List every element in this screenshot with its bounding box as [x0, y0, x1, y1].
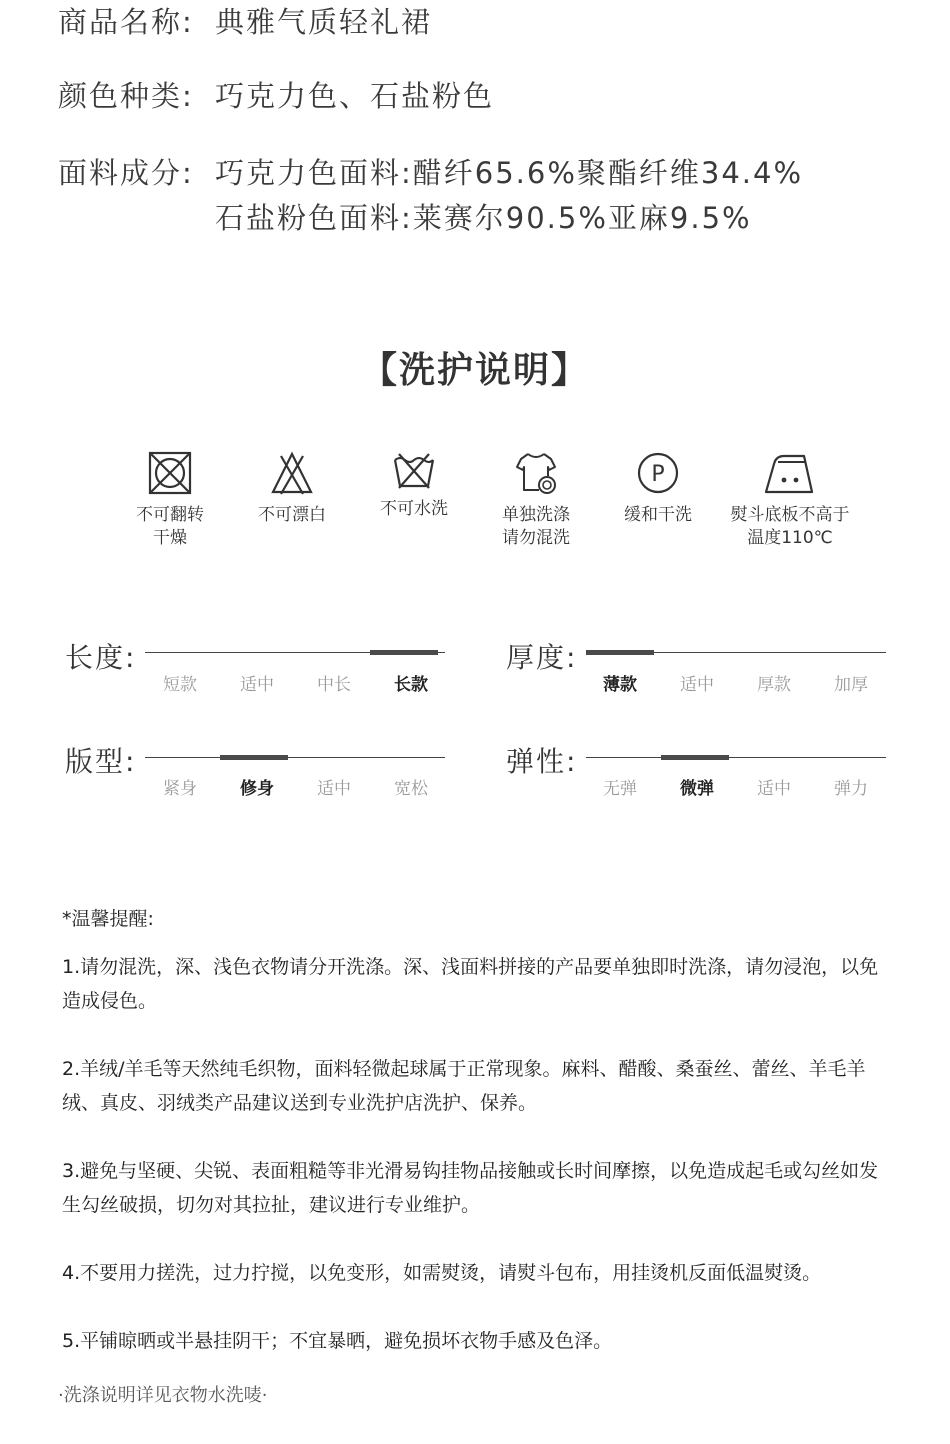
elasticity-scale-indicator	[661, 755, 729, 760]
elasticity-scale-option: 微弹	[680, 779, 714, 799]
elasticity-scale-option: 适中	[757, 779, 791, 799]
tips-heading: *温馨提醒:	[62, 908, 154, 930]
length-scale-option: 中长	[317, 675, 351, 695]
care-label-gentle-dry-clean: 缓和干洗	[624, 505, 692, 525]
fit-scale-option: 紧身	[163, 779, 197, 799]
fabric-line-1: 巧克力色面料:醋纤65.6%聚酯纤维34.4%	[215, 156, 804, 190]
care-item-gentle-dry-clean	[588, 450, 728, 527]
elasticity-scale-option: 无弹	[603, 779, 637, 799]
fit-scale-track	[145, 757, 445, 758]
length-scale-option: 短款	[163, 675, 197, 695]
svg-text:P: P	[651, 462, 665, 487]
tip-item-1: 1.请勿混洗，深、浅色衣物请分开洗涤。深、浅面料拼接的产品要单独即时洗涤，请勿浸泡，以免造成侵色。	[62, 956, 879, 1012]
iron-medium-icon	[762, 450, 818, 496]
thickness-scale-option: 适中	[680, 675, 714, 695]
fit-scale-label: 版型:	[65, 745, 137, 778]
care-label-no-water-wash: 不可水洗	[380, 499, 448, 519]
tip-item-3: 3.避免与坚硬、尖锐、表面粗糙等非光滑易钩挂物品接触或长时间摩擦，以免造成起毛或勾丝如发生勾丝破损，切勿对其拉扯，建议进行专业维护。	[62, 1160, 879, 1216]
thickness-scale-label: 厚度:	[506, 641, 578, 674]
care-item-iron-medium	[720, 450, 860, 550]
fit-scale-option: 修身	[240, 779, 274, 799]
length-scale-option: 长款	[394, 675, 428, 695]
care-label-iron-medium: 熨斗底板不高于 温度110℃	[730, 505, 850, 548]
wash-separately-icon	[513, 450, 559, 496]
fit-scale-option: 适中	[317, 779, 351, 799]
fit-scale-indicator	[220, 755, 288, 760]
colors-value: 巧克力色、石盐粉色	[215, 79, 495, 113]
thickness-scale-indicator	[586, 650, 654, 655]
no-tumble-dry-icon	[147, 450, 193, 496]
care-label-no-bleach: 不可漂白	[258, 505, 326, 525]
care-section-title: 【洗护说明】	[360, 350, 589, 391]
elasticity-scale-label: 弹性:	[506, 745, 578, 778]
colors-label: 颜色种类:	[58, 79, 194, 113]
length-scale-option: 适中	[240, 675, 274, 695]
product-name-value: 典雅气质轻礼裙	[215, 5, 433, 39]
tip-item-2: 2.羊绒/羊毛等天然纯毛织物，面料轻微起球属于正常现象。麻料、醋酸、桑蚕丝、蕾丝、羊毛羊绒、真皮、羽绒类产品建议送到专业洗护店洗护、保养。	[62, 1058, 866, 1114]
care-item-no-tumble-dry	[100, 450, 240, 550]
elasticity-scale-option: 弹力	[834, 779, 868, 799]
tip-item-4: 4.不要用力搓洗，过力拧搅，以免变形，如需熨烫，请熨斗包布，用挂烫机反面低温熨烫。	[62, 1262, 822, 1284]
fabric-label: 面料成分:	[58, 156, 194, 190]
fit-scale-option: 宽松	[394, 779, 428, 799]
care-item-no-bleach	[222, 450, 362, 527]
length-scale-label: 长度:	[65, 641, 137, 674]
care-item-wash-separately	[466, 450, 606, 550]
length-scale-indicator	[370, 650, 438, 655]
no-water-wash-icon	[391, 450, 437, 490]
tip-item-5: 5.平铺晾晒或半悬挂阴干；不宜暴晒，避免损坏衣物手感及色泽。	[62, 1330, 613, 1352]
elasticity-scale-track	[586, 757, 886, 758]
product-name-label: 商品名称:	[58, 5, 194, 39]
no-bleach-icon	[269, 450, 315, 496]
thickness-scale-option: 厚款	[757, 675, 791, 695]
thickness-scale-option: 加厚	[834, 675, 868, 695]
footer-note: ·洗涤说明详见衣物水洗唛·	[58, 1385, 268, 1406]
fabric-line-2: 石盐粉色面料:莱赛尔90.5%亚麻9.5%	[215, 201, 752, 235]
care-label-no-tumble-dry: 不可翻转 干燥	[136, 505, 204, 548]
care-item-no-water-wash	[344, 450, 484, 521]
thickness-scale-option: 薄款	[603, 675, 637, 695]
gentle-dry-clean-icon	[635, 450, 681, 496]
care-label-wash-separately: 单独洗涤 请勿混洗	[502, 505, 570, 548]
